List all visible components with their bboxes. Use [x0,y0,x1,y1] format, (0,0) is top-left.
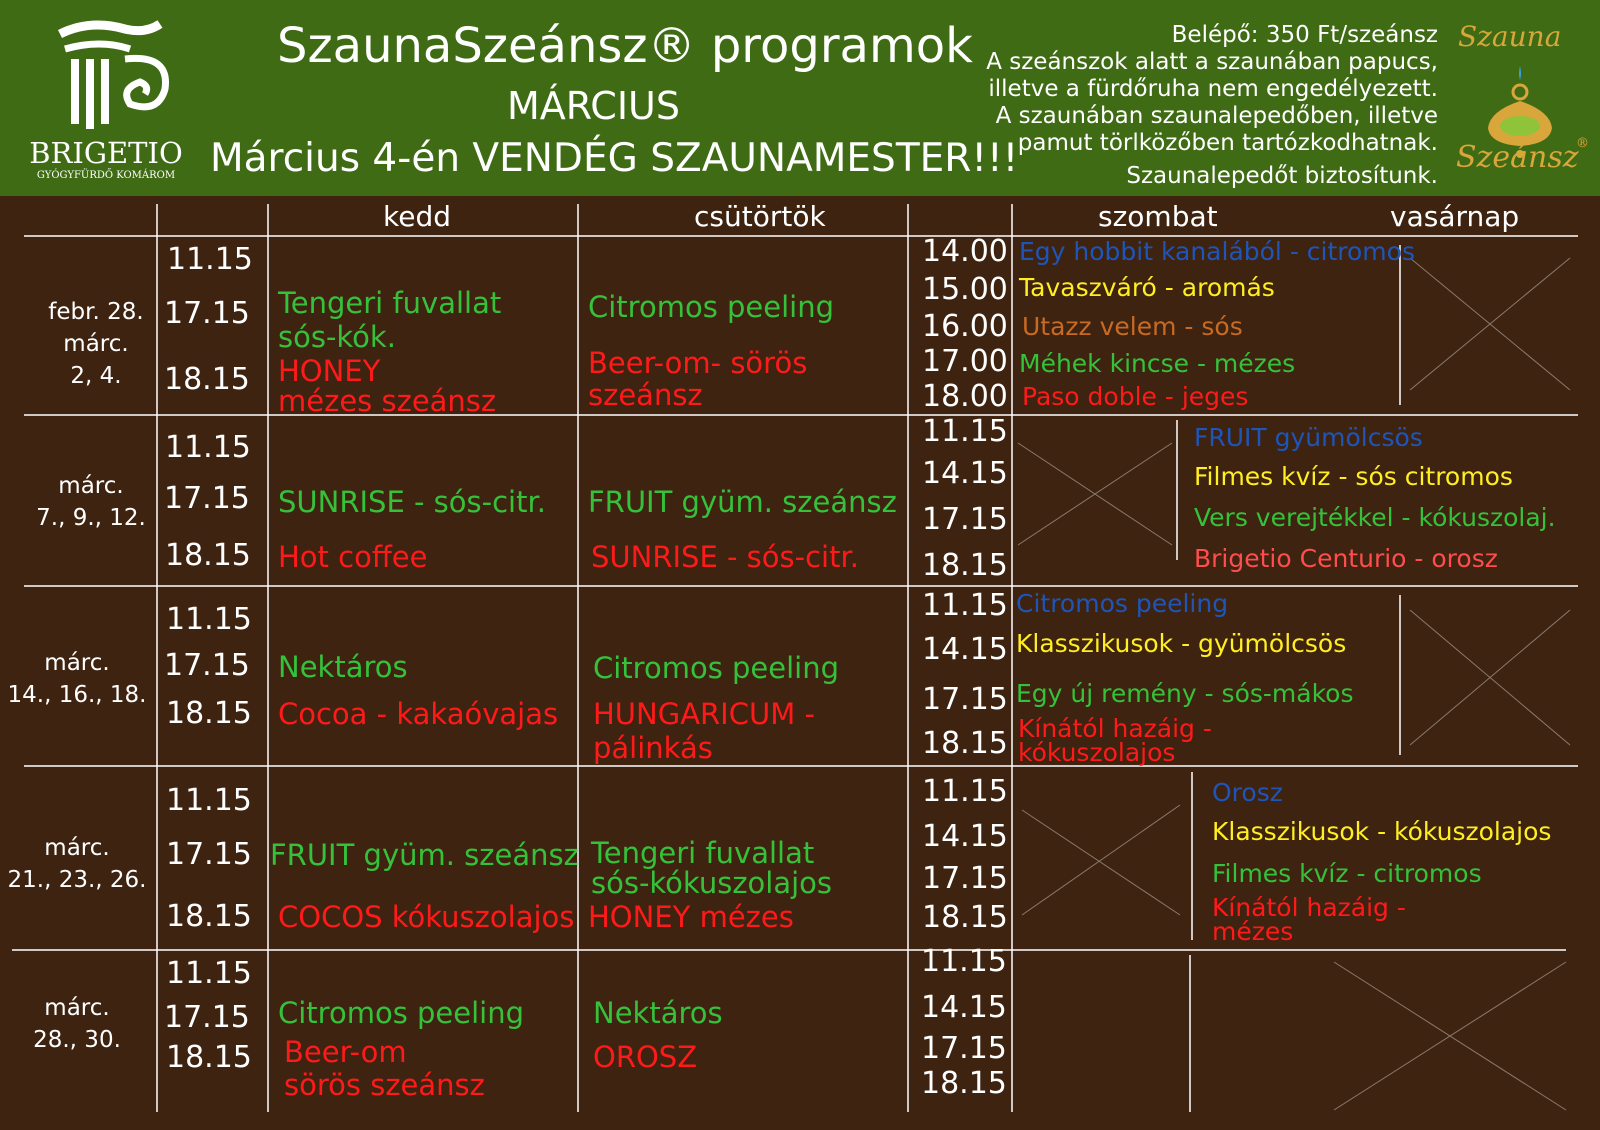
program-tuesday: sörös szeánsz [284,1068,485,1102]
program-tuesday: Beer-om [284,1035,407,1069]
week-date-line: febr. 28. [48,299,144,325]
weekend-time: 11.15 [922,414,1008,449]
program-saturday: Tavaszváró - aromás [1019,273,1275,302]
week-dates [2,832,152,896]
week-dates [2,647,152,711]
time-slot: 11.15 [166,602,252,637]
weekend-time: 16.00 [922,309,1008,344]
szeansz-logo-text: Szeánsz [1456,140,1579,175]
program-thursday: HONEY mézes [588,900,794,934]
program-tuesday: FRUIT gyüm. szeánsz [270,838,579,872]
info-line: pamut törlközőben tartózkodhatnak. [1017,130,1438,156]
program-sunday: Brigetio Centurio - orosz [1194,544,1498,573]
week-date-line: 21., 23., 26. [7,867,147,893]
week-date-line: 28., 30. [33,1027,121,1053]
szauna-logo-text: Szauna [1458,20,1562,53]
weekend-time: 11.15 [921,944,1007,979]
info-line: Belépő: 350 Ft/szeánsz [1171,22,1438,48]
program-thursday: FRUIT gyüm. szeánsz [588,485,897,519]
weekend-time: 18.15 [922,548,1008,583]
week-date-line: márc. [44,835,110,861]
program-thursday: HUNGARICUM - [593,697,815,731]
program-sunday: Vers verejtékkel - kókuszolaj. [1194,503,1556,532]
column-header-sunday: vasárnap [1390,200,1520,233]
program-thursday: Nektáros [593,996,723,1030]
program-saturday: Klasszikusok - gyümölcsös [1016,629,1347,658]
program-thursday: SUNRISE - sós-citr. [591,540,859,574]
weekend-time: 17.00 [922,344,1008,379]
program-sunday: Filmes kvíz - citromos [1212,859,1482,888]
program-saturday: Kínától hazáig - [1018,714,1212,743]
time-slot: 17.15 [164,648,250,683]
program-sunday: mézes [1212,917,1294,946]
time-slot: 11.15 [167,242,253,277]
weekend-time: 18.00 [922,379,1008,414]
program-sunday: Klasszikusok - kókuszolajos [1212,817,1552,846]
program-saturday: Utazz velem - sós [1022,312,1243,341]
info-line: Szaunalepedőt biztosítunk. [1126,163,1438,189]
column-header-saturday: szombat [1098,200,1218,233]
week-date-line: márc. [44,995,110,1021]
weekend-time: 17.15 [922,861,1008,896]
program-tuesday: COCOS kókuszolajos [278,900,575,934]
info-line: A szaunában szaunalepedőben, illetve [995,103,1438,129]
week-date-line: 14., 16., 18. [7,682,147,708]
program-tuesday: Tengeri fuvallat [278,286,502,320]
week-date-line: 2, 4. [70,363,122,389]
time-slot: 18.15 [164,362,250,397]
weekend-time: 14.15 [922,819,1008,854]
program-saturday: Paso doble - jeges [1022,382,1249,411]
weekend-time: 14.00 [922,234,1008,269]
program-saturday: Citromos peeling [1016,589,1229,618]
page-title: SzaunaSzeánsz® programok [277,18,973,74]
weekend-time: 11.15 [922,588,1008,623]
program-tuesday: Cocoa - kakaóvajas [278,697,559,731]
weekend-time: 14.15 [922,632,1008,667]
program-sunday: Orosz [1212,778,1283,807]
program-thursday: Beer-om- sörös [588,346,808,380]
program-thursday: Tengeri fuvallat [591,836,815,870]
program-tuesday: SUNRISE - sós-citr. [278,485,546,519]
week-dates [30,470,152,534]
program-thursday: szeánsz [588,378,703,412]
weekend-time: 15.00 [922,272,1008,307]
time-slot: 18.15 [166,899,252,934]
week-dates [40,296,152,392]
column-header-tuesday: kedd [383,200,451,233]
week-date-line: márc. [44,650,110,676]
week-date-line: 7., 9., 12. [36,505,146,531]
time-slot: 17.15 [166,837,252,872]
weekend-time: 17.15 [922,502,1008,537]
program-thursday: OROSZ [593,1040,698,1074]
program-saturday: kókuszolajos [1018,738,1176,767]
weekend-time: 14.15 [922,456,1008,491]
time-slot: 11.15 [165,430,251,465]
info-line: illetve a fürdőruha nem engedélyezett. [988,76,1438,102]
time-slot: 18.15 [166,1040,252,1075]
brigetio-subtitle: GYÓGYFÜRDŐ KOMÁROM [36,170,176,181]
program-tuesday: sós-kók. [278,320,396,354]
program-thursday: sós-kókuszolajos [591,866,833,900]
program-tuesday: HONEY [278,354,381,388]
info-line: A szeánszok alatt a szaunában papucs, [986,49,1438,75]
weekend-time: 17.15 [922,682,1008,717]
program-saturday: Egy hobbit kanalából - citromos [1019,237,1415,266]
program-thursday: Citromos peeling [593,651,840,685]
program-thursday: Citromos peeling [588,290,835,324]
registered-mark: ® [1576,136,1589,151]
week-date-line: márc. [58,473,124,499]
program-tuesday: Citromos peeling [278,996,525,1030]
info-text [986,22,1438,190]
program-saturday: Egy új remény - sós-mákos [1016,679,1354,708]
month-title: MÁRCIUS [507,84,680,128]
program-thursday: pálinkás [593,731,713,765]
time-slot: 18.15 [166,696,252,731]
program-sunday: Kínától hazáig - [1212,893,1406,922]
program-saturday: Méhek kincse - mézes [1019,349,1296,378]
program-sunday: FRUIT gyümölcsös [1194,423,1423,452]
weekend-time: 18.15 [922,726,1008,761]
week-date-line: márc. [63,331,129,357]
program-tuesday: mézes szeánsz [278,384,497,418]
time-slot: 11.15 [166,956,252,991]
header-bar [0,0,1600,196]
time-slot: 17.15 [164,1000,250,1035]
weekend-time: 11.15 [922,774,1008,809]
weekend-time: 14.15 [921,990,1007,1025]
time-slot: 18.15 [165,538,251,573]
time-slot: 11.15 [166,783,252,818]
week-dates [12,992,142,1056]
weekend-time: 17.15 [921,1031,1007,1066]
guest-notice: Március 4-én VENDÉG SZAUNAMESTER!!! [210,136,1019,181]
weekend-time: 18.15 [921,1066,1007,1101]
time-slot: 17.15 [164,296,250,331]
time-slot: 17.15 [164,481,250,516]
column-header-thursday: csütörtök [694,200,826,233]
program-tuesday: Hot coffee [278,540,428,574]
program-tuesday: Nektáros [278,650,408,684]
brigetio-name: BRIGETIO [29,136,183,170]
program-sunday: Filmes kvíz - sós citromos [1194,462,1513,491]
weekend-time: 18.15 [922,900,1008,935]
